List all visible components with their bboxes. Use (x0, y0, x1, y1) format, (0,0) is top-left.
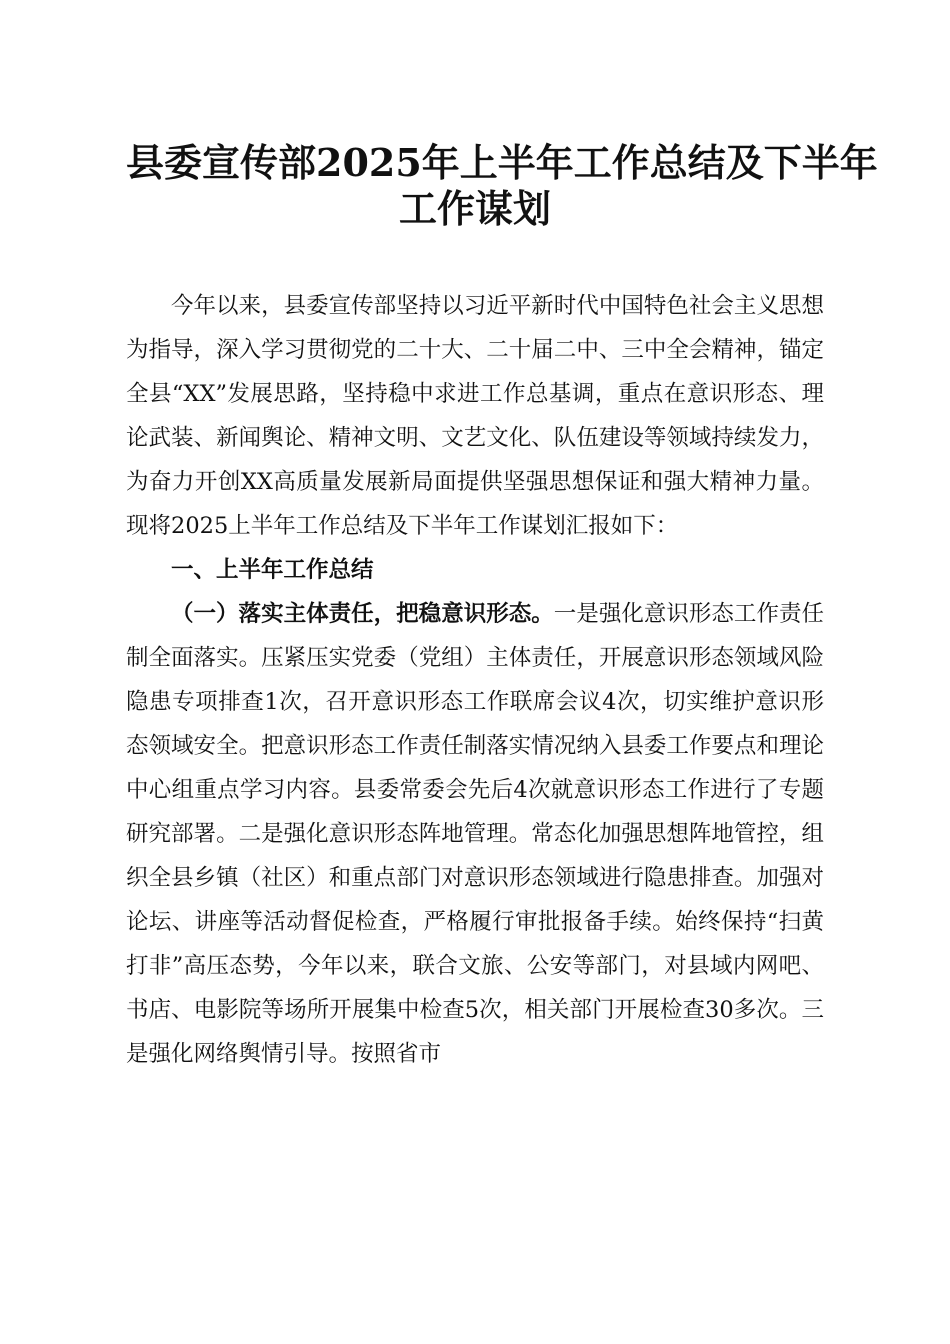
subsection-paragraph (126, 592, 824, 1076)
subsection-body: 一是强化意识形态工作责任制全面落实。压紧压实党委（党组）主体责任，开展意识形态领域风险隐患专项排查1次，召开意识形态工作联席会议4次，切实维护意识形态领域安全。把意识形态工作责任制落实情况纳入县委工作要点和理论中心组重点学习内容。县委常委会先后4次就意识形态工作进行了专题研究部署。二是强化意识形态阵地管理。常态化加强思想阵地管控，组织全县乡镇（社区）和重点部门对意识形态领域进行隐患排查。加强对论坛、讲座等活动督促检查，严格履行审批报备手续。始终保持“扫黄打非”高压态势，今年以来，联合文旅、公安等部门，对县域内网吧、书店、电影院等场所开展集中检查5次，相关部门开展检查30多次。三是强化网络舆情引导。按照省市 (126, 601, 824, 1067)
title-line-2: 工作谋划 (398, 186, 551, 231)
document-body (126, 284, 824, 1076)
subsection-title: （一）落实主体责任，把稳意识形态。 (171, 601, 554, 627)
title-line-1: 县委宣传部2025年上半年工作总结及下半年 (126, 140, 878, 185)
document-title (126, 140, 878, 232)
intro-paragraph: 今年以来，县委宣传部坚持以习近平新时代中国特色社会主义思想为指导，深入学习贯彻党的二十大、二十届二中、三中全会精神，锚定全县“XX”发展思路，坚持稳中求进工作总基调，重点在意识形态、理论武装、新闻舆论、精神文明、文艺文化、队伍建设等领域持续发力，为奋力开创XX高质量发展新局面提供坚强思想保证和强大精神力量。现将2025上半年工作总结及下半年工作谋划汇报如下： (126, 293, 824, 539)
section-heading: 一、上半年工作总结 (171, 557, 374, 583)
